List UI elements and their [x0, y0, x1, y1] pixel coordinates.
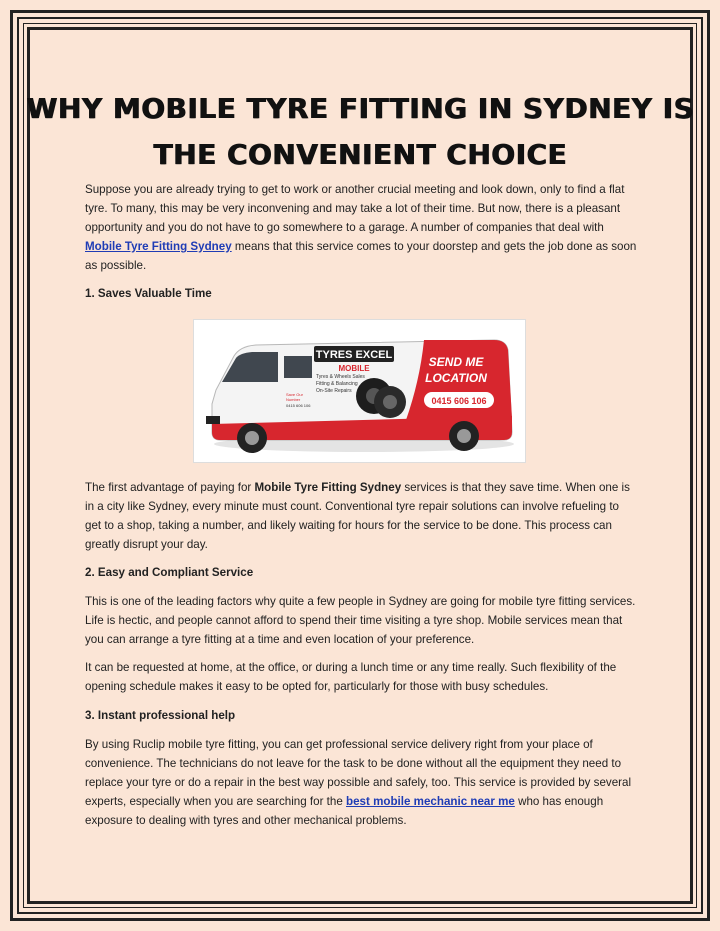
section1-text-after: services is that they save time. When one is in a city like Sydney, every minute must count. Conventional tyre repair solutions can involve refueling to get to a shop, taking a number, and likely waiting for hours for the service to be done. This process can greatly disrupt your day.: [85, 481, 630, 551]
mobile-tyre-fitting-link[interactable]: Mobile Tyre Fitting Sydney: [85, 240, 232, 253]
section3-text-before: By using Ruclip mobile tyre fitting, you can get professional service delivery right from your place of convenience. The technicians do not leave for the task to be done without all the equipment they need to replace your tyre or do a repair in the best way possible and safely, too. This service is provided by several experts, especially when you are searching for the: [85, 738, 632, 808]
section3-heading: 3. Instant professional help: [85, 709, 236, 722]
intro-paragraph: [85, 180, 637, 275]
van-side-label-2: Number: [286, 397, 301, 402]
van-brand: TYRES EXCEL: [315, 349, 393, 361]
best-mobile-mechanic-link[interactable]: best mobile mechanic near me: [346, 795, 515, 808]
van-service-2: Fitting & Balancing: [316, 381, 358, 387]
van-service-3: On-Site Repairs: [316, 388, 352, 394]
section1-paragraph: [85, 478, 637, 554]
van-service-1: Tyres & Wheels Sales: [316, 374, 365, 380]
van-side-label-1: Save Our: [286, 392, 303, 397]
section3-paragraph: [85, 735, 637, 830]
van-cta-1: SEND ME: [428, 355, 484, 369]
page-title: [0, 86, 720, 178]
intro-text-after: means that this service comes to your doorstep and gets the job done as soon as possible.: [85, 240, 637, 272]
section2-paragraph-2: It can be requested at home, at the office, or during a lunch time or any time really. Such flexibility of the opening schedule makes it easy to be opted for, particularly for those with busy schedules.: [85, 661, 617, 693]
intro-text-before: Suppose you are already trying to get to work or another crucial meeting and look down, only to find a flat tyre. To many, this may be very inconvening and may take a lot of their time. But now, there is a pleasant opportunity and you do not have to go somewhere to a garage. A number of companies that deal with: [85, 183, 625, 234]
van-photo: [193, 319, 526, 463]
van-illustration: [194, 320, 526, 463]
title-line-1: WHY MOBILE TYRE FITTING IN SYDNEY IS: [26, 92, 694, 125]
van-phone: 0415 606 106: [431, 396, 487, 406]
van-side-phone: 0415 606 106: [286, 403, 311, 408]
section2-heading: 2. Easy and Compliant Service: [85, 566, 254, 579]
section1-heading: 1. Saves Valuable Time: [85, 287, 212, 300]
van-brand-sub: MOBILE: [338, 364, 370, 373]
section3-text-after: who has enough exposure to dealing with tyres and other mechanical problems.: [85, 795, 604, 827]
section2-paragraph-1: This is one of the leading factors why quite a few people in Sydney are going for mobile tyre fitting services. Life is hectic, and people cannot afford to spend their time visiting a tyre shop. Mobile services mean that you can arrange a tyre fitting at a time and even location of your preference.: [85, 595, 636, 646]
title-line-2: THE CONVENIENT CHOICE: [153, 138, 567, 171]
van-cta-2: LOCATION: [425, 371, 487, 385]
section1-text-before: The first advantage of paying for: [85, 481, 255, 494]
section1-bold-text: Mobile Tyre Fitting Sydney: [254, 481, 402, 494]
